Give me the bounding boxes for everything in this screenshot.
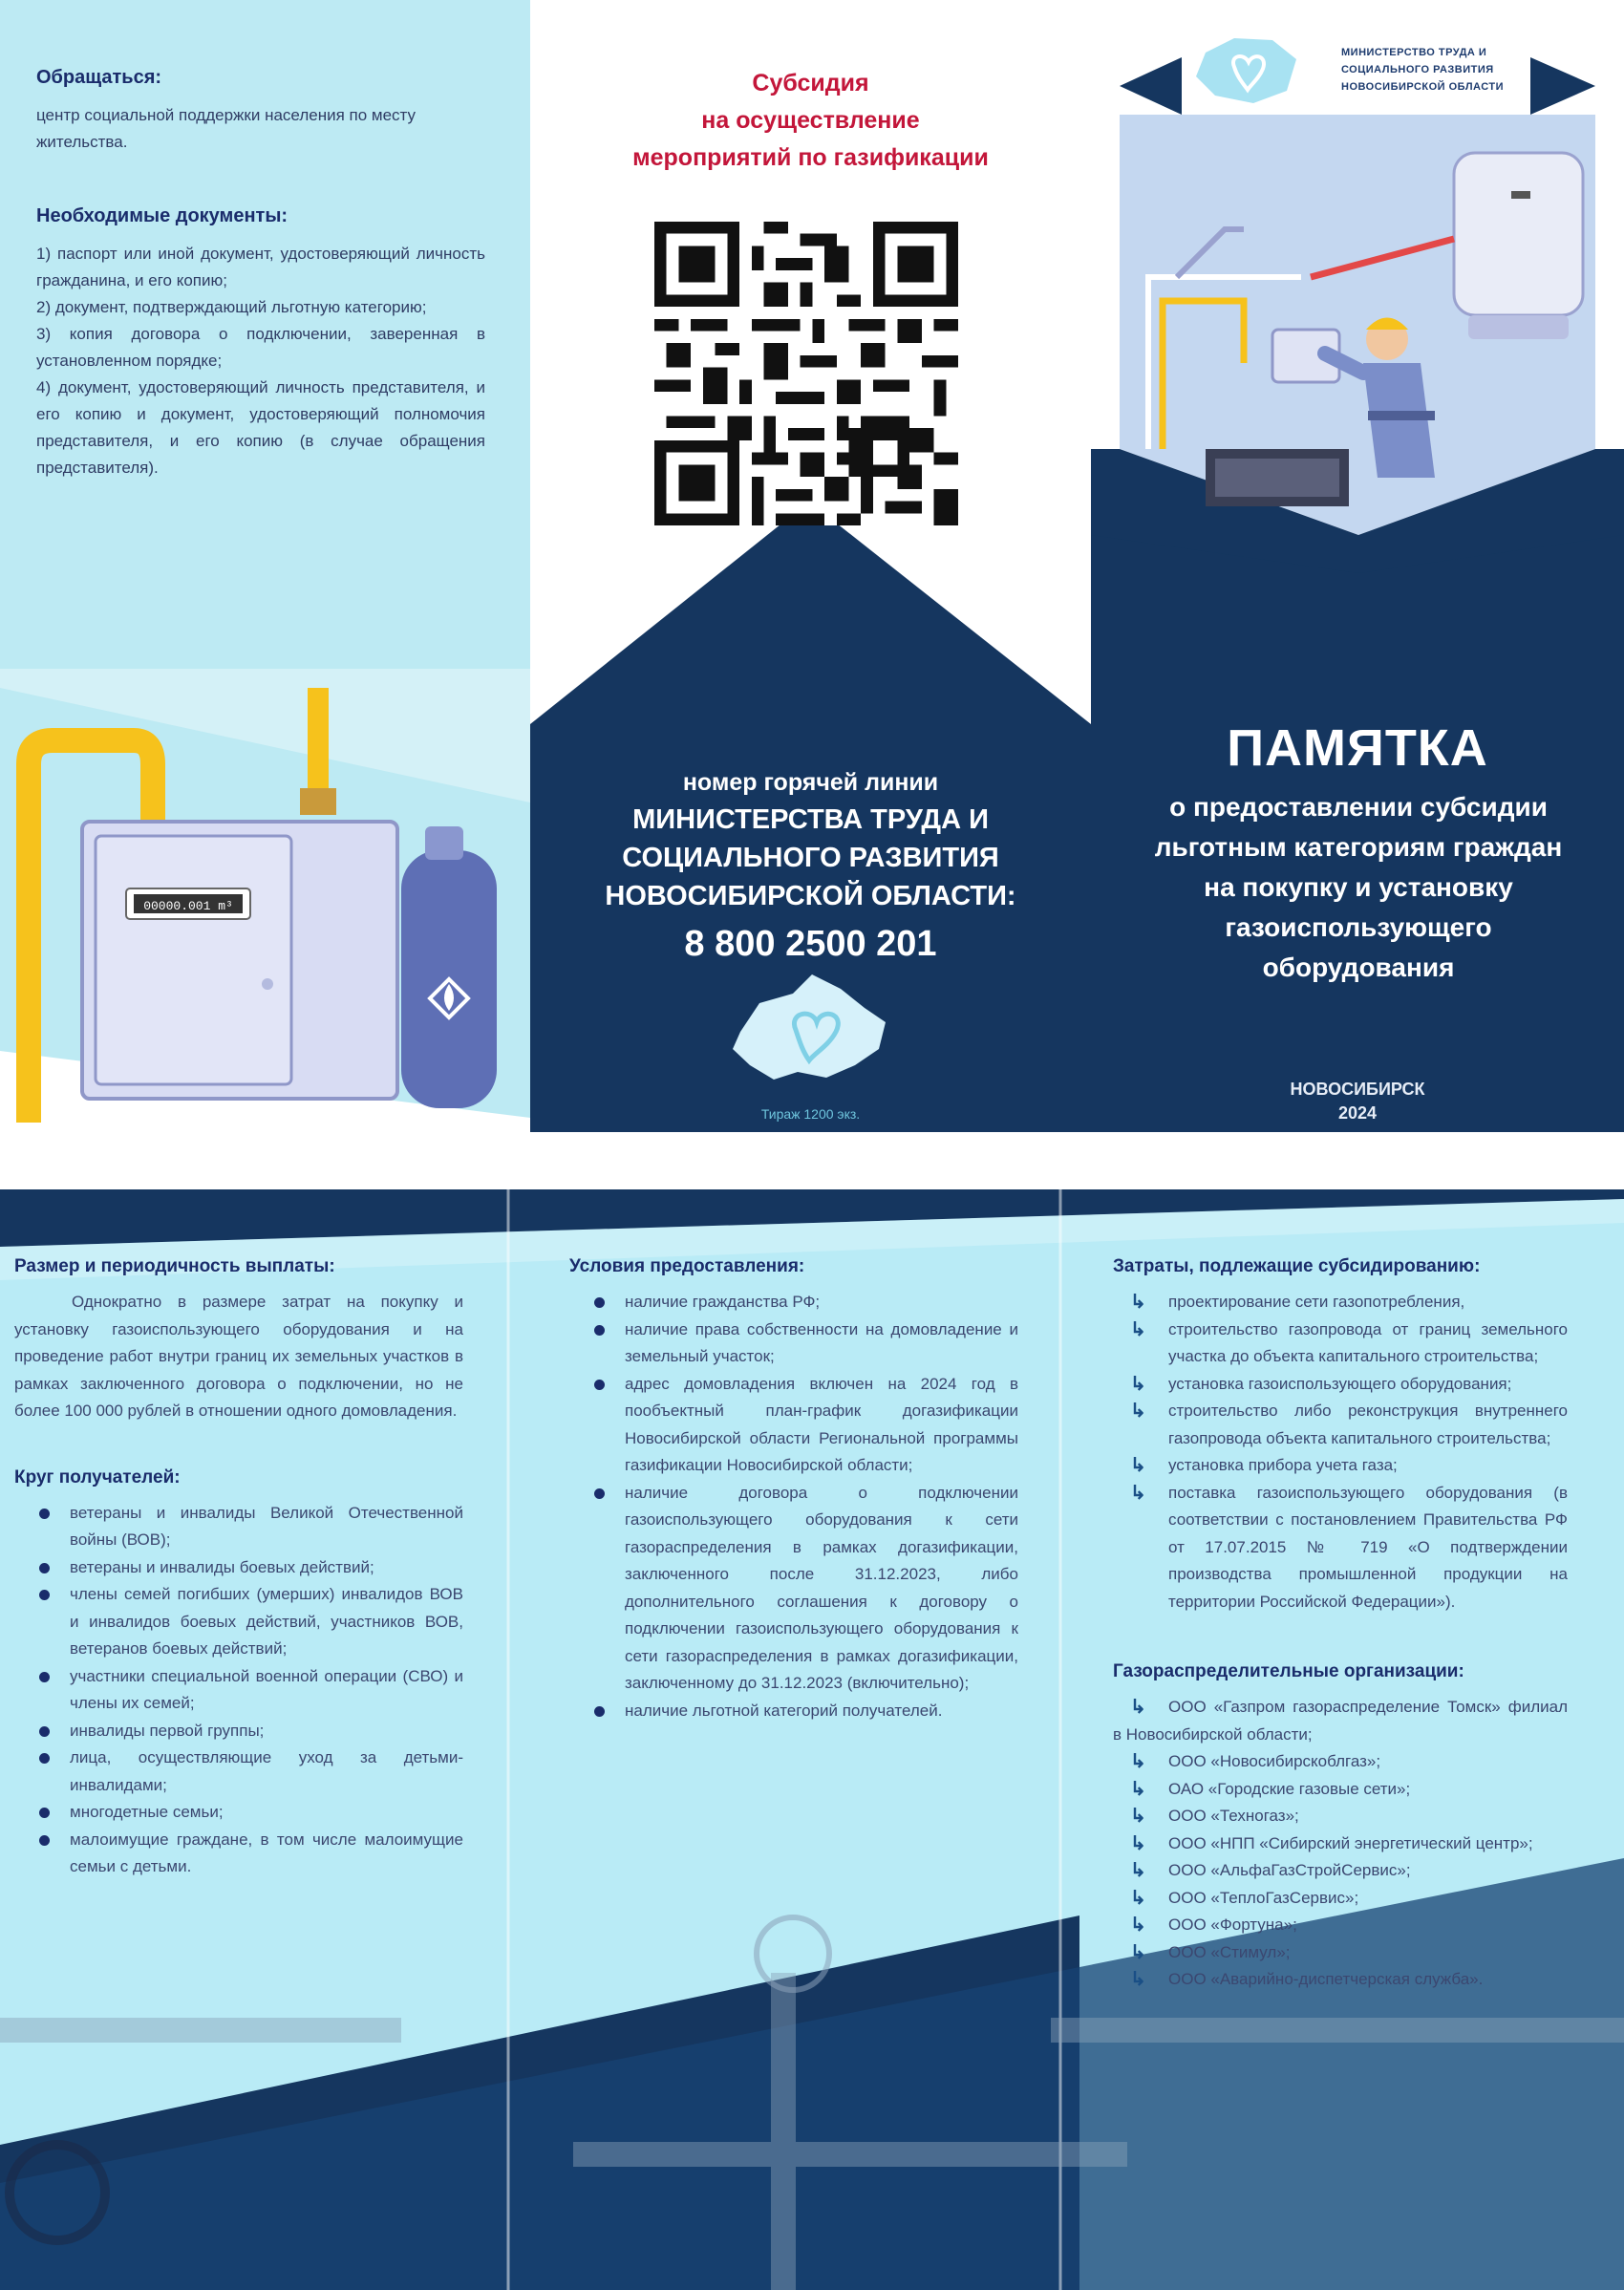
cost-item: ↳ поставка газоиспользующего оборудования (в соответствии с постановлением Правительства РФ от 17.07.2015 № 719 «О подтверждении производства промышленной продукции на территории Российской Федерации»). (1113, 1480, 1568, 1616)
recipient-item: ветераны и инвалиды Великой Отечественной войны (ВОВ); (14, 1500, 463, 1554)
hotline-ministry-line: МИНИСТЕРСТВА ТРУДА И (632, 804, 989, 835)
contact-heading: Обращаться: (36, 67, 162, 88)
subtitle-line: газоиспользующего (1225, 912, 1492, 942)
city-year (1091, 1078, 1624, 1125)
ministry-logo-text (1341, 44, 1532, 96)
condition-item: адрес домовладения включен на 2024 год в пообъектный план-график догазификации Новосибирской области Региональной программы газификации Новосибирской области; (569, 1371, 1018, 1480)
recipient-item: участники специальной военной операции (СВО) и члены их семей; (14, 1663, 463, 1718)
cost-item: ↳ строительство газопровода от границ земельного участка до объекта капитального строительства; (1113, 1316, 1568, 1371)
recipient-item: ветераны и инвалиды боевых действий; (14, 1554, 463, 1582)
conditions-list (569, 1289, 1018, 1724)
cover-panel (1091, 0, 1624, 1132)
gas-org-item: ↳ ОАО «Городские газовые сети»; (1113, 1776, 1568, 1804)
hotline-block (530, 764, 1091, 969)
gas-orgs-list (1113, 1694, 1568, 1994)
subsidy-title-line: мероприятий по газификации (632, 144, 989, 171)
costs-orgs-column (1113, 1256, 1568, 1994)
recipients-section (14, 1467, 463, 1881)
gas-org-item: ↳ ООО «НПП «Сибирский энергетический центр»; (1113, 1830, 1568, 1858)
subsidy-title-line: Субсидия (752, 70, 869, 96)
recipient-item: многодетные семьи; (14, 1799, 463, 1827)
ministry-logo-line: НОВОСИБИРСКОЙ ОБЛАСТИ (1341, 81, 1504, 93)
subtitle-line: льготным категориям граждан (1154, 832, 1563, 862)
payment-recipients-column (14, 1256, 463, 1881)
cost-item: ↳ установка газоиспользующего оборудования; (1113, 1371, 1568, 1399)
condition-item: наличие договора о подключении газоиспользующего оборудования к сети газораспределения в рамках догазификации, заключенного после 31.12.2023, либо дополнительного соглашения к договору о подключении газоиспользующего оборудования к сети газораспределения в рамках догазификации, заключенному до 31.12.2023 (включительно); (569, 1480, 1018, 1698)
city: НОВОСИБИРСК (1290, 1080, 1425, 1099)
gas-orgs-heading: Газораспределительные организации: (1113, 1661, 1464, 1681)
subtitle-line: о предоставлении субсидии (1169, 792, 1548, 822)
gas-org-item: ↳ ООО «Техногаз»; (1113, 1803, 1568, 1830)
hotline-ministry-line: СОЦИАЛЬНОГО РАЗВИТИЯ (622, 843, 999, 873)
hotline-label: номер горячей линии (682, 769, 939, 796)
documents-section (36, 205, 485, 482)
subsidy-title (530, 65, 1091, 177)
leaflet-back (0, 1189, 1624, 2290)
gas-org-item: ↳ ООО «Фортуна»; (1113, 1912, 1568, 1939)
conditions-heading: Условия предоставления: (569, 1256, 805, 1276)
print-run: Тираж 1200 экз. (760, 1106, 861, 1122)
document-item: 2) документ, подтверждающий льготную категорию; (36, 298, 427, 316)
gas-org-item: ↳ ООО «Новосибирскоблгаз»; (1113, 1748, 1568, 1776)
region-map-logo (721, 965, 893, 1089)
conditions-column (569, 1256, 1018, 1724)
gas-org-item: ↳ ООО «ТеплоГазСервис»; (1113, 1885, 1568, 1913)
document-item: 4) документ, удостоверяющий личность представителя, и его копию и документ, удостоверяющий полномочия представителя, и его копию (в случае обращения представителя). (36, 378, 485, 477)
document-item: 1) паспорт или иной документ, удостоверяющий личность гражданина, и его копию; (36, 245, 485, 289)
leaflet-title: ПАМЯТКА (1227, 719, 1488, 777)
cost-item: ↳ проектирование сети газопотребления, (1113, 1289, 1568, 1316)
hotline-phone[interactable]: 8 800 2500 201 (684, 924, 937, 964)
qr-hotline-panel (530, 0, 1091, 1132)
contact-section (36, 67, 485, 156)
recipient-item: лица, осуществляющие уход за детьми-инвалидами; (14, 1744, 463, 1799)
recipient-item: инвалиды первой группы; (14, 1718, 463, 1745)
costs-heading: Затраты, подлежащие субсидированию: (1113, 1256, 1481, 1276)
contact-text: центр социальной поддержки населения по месту жительства. (36, 106, 417, 151)
gas-orgs-section (1113, 1661, 1568, 1994)
subtitle-line: на покупку и установку (1204, 872, 1513, 902)
recipients-list (14, 1500, 463, 1881)
document-item: 3) копия договора о подключении, заверенная в установленном порядке; (36, 325, 485, 370)
gas-meter-illustration (0, 669, 530, 1132)
recipient-item: члены семей погибших (умерших) инвалидов ВОВ и инвалидов боевых действий, участников ВОВ, ветеранов боевых действий; (14, 1581, 463, 1663)
payment-text: Однократно в размере затрат на покупку и установку газоиспользующего оборудования и на проведение работ внутри границ их земельных участков в рамках заключенного договора о подключении, но не более 100 000 рублей в отношении одного домовладения. (14, 1293, 463, 1420)
subtitle-line: оборудования (1262, 952, 1455, 982)
leaflet-subtitle (1120, 787, 1597, 988)
hotline-ministry-line: НОВОСИБИРСКОЙ ОБЛАСТИ: (605, 881, 1016, 911)
gas-org-item: ↳ ООО «АльфаГазСтройСервис»; (1113, 1857, 1568, 1885)
ministry-logo-line: СОЦИАЛЬНОГО РАЗВИТИЯ (1341, 64, 1494, 75)
costs-list (1113, 1289, 1568, 1616)
meter-reading: 00000.001 m³ (143, 899, 233, 913)
gas-org-item: ↳ ООО «Аварийно-диспетчерская служба». (1113, 1966, 1568, 1994)
recipients-heading: Круг получателей: (14, 1466, 181, 1487)
year: 2024 (1337, 1103, 1378, 1123)
condition-item: наличие льготной категорий получателей. (569, 1698, 1018, 1725)
gas-org-item: ↳ ООО «Стимул»; (1113, 1939, 1568, 1967)
cost-item: ↳ строительство либо реконструкция внутреннего газопровода объекта капитального строительства; (1113, 1398, 1568, 1452)
contact-documents-panel (0, 0, 530, 1132)
payment-heading: Размер и периодичность выплаты: (14, 1256, 335, 1276)
ministry-logo-line: МИНИСТЕРСТВО ТРУДА И (1341, 47, 1487, 58)
subsidy-title-line: на осуществление (701, 107, 920, 134)
leaflet-front (0, 0, 1624, 1132)
gas-org-item: ↳ ООО «Газпром газораспределение Томск» филиал в Новосибирской области; (1113, 1694, 1568, 1748)
documents-heading: Необходимые документы: (36, 205, 288, 226)
cost-item: ↳ установка прибора учета газа; (1113, 1452, 1568, 1480)
condition-item: наличие права собственности на домовладение и земельный участок; (569, 1316, 1018, 1371)
qr-code[interactable] (654, 222, 958, 525)
condition-item: наличие гражданства РФ; (569, 1289, 1018, 1316)
documents-list (36, 241, 485, 482)
recipient-item: малоимущие граждане, в том числе малоимущие семьи с детьми. (14, 1827, 463, 1881)
